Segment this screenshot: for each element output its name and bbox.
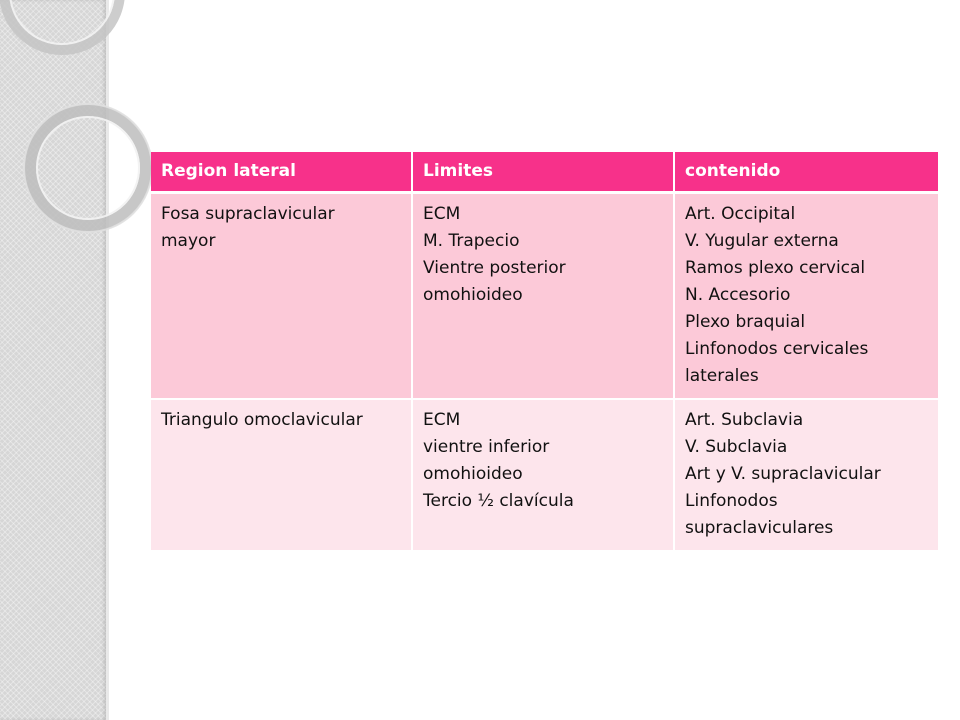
cell-line: Art. Occipital bbox=[685, 204, 796, 224]
cell-region bbox=[151, 399, 412, 550]
cell-contenido bbox=[674, 193, 938, 400]
cell-line: vientre inferior bbox=[423, 437, 550, 457]
cell-line: N. Accesorio bbox=[685, 285, 791, 305]
cell-line: Triangulo omoclavicular bbox=[161, 410, 363, 430]
cell-line: Fosa supraclavicular bbox=[161, 204, 335, 224]
table-row bbox=[151, 193, 938, 400]
cell-line: ECM bbox=[423, 204, 461, 224]
cell-line: V. Subclavia bbox=[685, 437, 788, 457]
cell-contenido bbox=[674, 399, 938, 550]
cell-line: Linfonodos bbox=[685, 491, 778, 511]
cell-line: Art. Subclavia bbox=[685, 410, 804, 430]
header-limites: Limites bbox=[412, 152, 674, 193]
cell-line: Vientre posterior bbox=[423, 258, 566, 278]
cell-line: mayor bbox=[161, 231, 216, 251]
lateral-region-table bbox=[151, 152, 938, 550]
cell-line: Linfonodos cervicales bbox=[685, 339, 869, 359]
table-header-row bbox=[151, 152, 938, 193]
cell-line: Art y V. supraclavicular bbox=[685, 464, 881, 484]
cell-line: Tercio ½ clavícula bbox=[423, 491, 574, 511]
cell-limites bbox=[412, 193, 674, 400]
cell-limites bbox=[412, 399, 674, 550]
cell-line: omohioideo bbox=[423, 285, 523, 305]
header-contenido: contenido bbox=[674, 152, 938, 193]
cell-region bbox=[151, 193, 412, 400]
cell-line: laterales bbox=[685, 366, 759, 386]
cell-line: M. Trapecio bbox=[423, 231, 520, 251]
table-row bbox=[151, 399, 938, 550]
cell-line: ECM bbox=[423, 410, 461, 430]
header-region-lateral: Region lateral bbox=[151, 152, 412, 193]
cell-line: Plexo braquial bbox=[685, 312, 806, 332]
cell-line: supraclaviculares bbox=[685, 518, 834, 538]
cell-line: V. Yugular externa bbox=[685, 231, 839, 251]
cell-line: omohioideo bbox=[423, 464, 523, 484]
cell-line: Ramos plexo cervical bbox=[685, 258, 866, 278]
